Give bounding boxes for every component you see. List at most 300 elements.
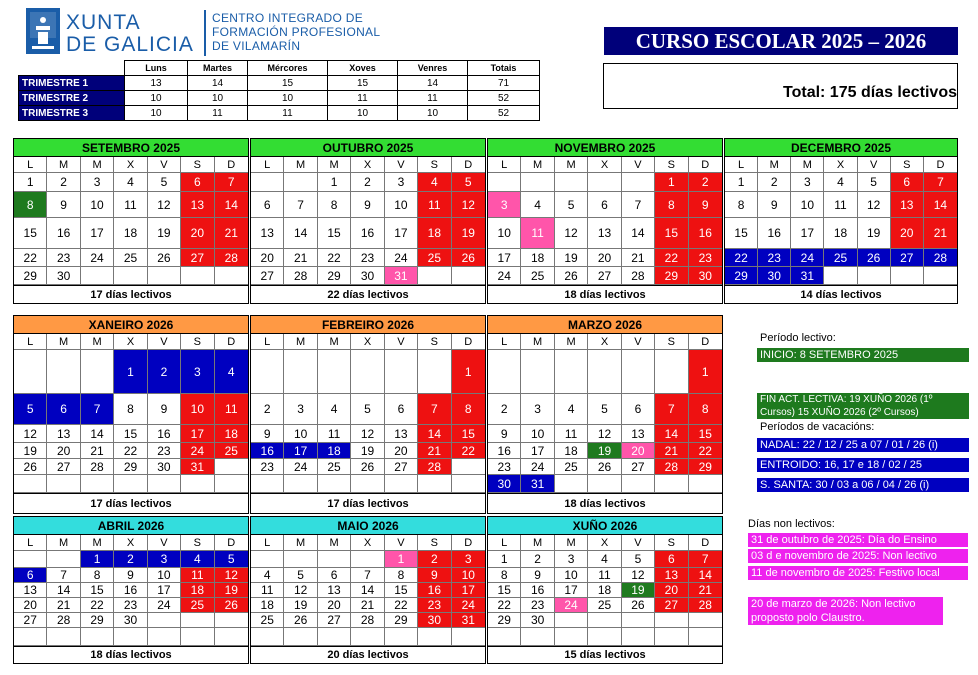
day-cell: 19: [555, 249, 588, 267]
weekday-header: D: [215, 535, 248, 551]
day-cell: 10: [81, 192, 114, 218]
day-cell: 17: [791, 218, 824, 249]
day-cell: [251, 173, 284, 192]
day-cell: [588, 613, 621, 628]
weekday-header: S: [181, 334, 214, 350]
day-cell: 18: [251, 598, 284, 613]
day-cell: [215, 475, 248, 493]
day-cell: [622, 350, 655, 394]
day-cell: 5: [858, 173, 891, 192]
day-cell: 22: [452, 443, 485, 459]
day-cell: 27: [655, 598, 688, 613]
day-cell: 17: [452, 583, 485, 598]
day-cell: 29: [114, 459, 147, 475]
day-cell: [521, 628, 554, 646]
day-cell: 8: [689, 394, 722, 425]
weekday-header: M: [47, 157, 80, 173]
weekday-header: D: [689, 535, 722, 551]
day-cell: 11: [555, 425, 588, 443]
day-cell: 4: [824, 173, 857, 192]
day-cell: 23: [758, 249, 791, 267]
weekday-header: S: [181, 535, 214, 551]
day-cell: 4: [114, 173, 147, 192]
weekday-header: S: [891, 157, 924, 173]
weekday-header: D: [215, 157, 248, 173]
month-lective-days: 20 días lectivos: [251, 646, 485, 663]
weekday-header: S: [655, 157, 688, 173]
day-cell: [555, 628, 588, 646]
day-cell: 5: [452, 173, 485, 192]
day-cell: 22: [385, 598, 418, 613]
weekday-header: D: [689, 157, 722, 173]
day-cell: 17: [284, 443, 317, 459]
day-cell: 5: [148, 173, 181, 192]
day-cell: 30: [148, 459, 181, 475]
day-cell: 16: [251, 443, 284, 459]
day-cell: 15: [488, 583, 521, 598]
day-cell: 31: [385, 267, 418, 285]
col-header: Mércores: [248, 61, 328, 76]
day-cell: [555, 173, 588, 192]
month-title: ABRIL 2026: [14, 517, 248, 535]
weekday-header: D: [452, 334, 485, 350]
day-cell: 8: [114, 394, 147, 425]
day-cell: 5: [14, 394, 47, 425]
day-cell: 23: [521, 598, 554, 613]
day-cell: 1: [689, 350, 722, 394]
day-cell: [385, 628, 418, 646]
day-cell: [689, 628, 722, 646]
day-cell: 12: [555, 218, 588, 249]
day-cell: 11: [251, 583, 284, 598]
day-cell: 27: [622, 459, 655, 475]
day-cell: 26: [148, 249, 181, 267]
day-cell: 10: [555, 568, 588, 583]
day-cell: [555, 350, 588, 394]
day-cell: 13: [251, 218, 284, 249]
center-line2: FORMACIÓN PROFESIONAL: [212, 25, 381, 39]
weekday-header: X: [351, 157, 384, 173]
day-cell: 8: [488, 568, 521, 583]
weekday-header: D: [452, 535, 485, 551]
day-cell: 13: [181, 192, 214, 218]
day-cell: [385, 475, 418, 493]
weekday-header: X: [588, 157, 621, 173]
day-cell: 18: [318, 443, 351, 459]
day-cell: 22: [318, 249, 351, 267]
day-cell: 16: [418, 583, 451, 598]
day-cell: 23: [351, 249, 384, 267]
day-cell: 17: [181, 425, 214, 443]
day-cell: [418, 267, 451, 285]
day-cell: 20: [588, 249, 621, 267]
nonlective-2: 03 d e novembro de 2025: Non lectivo: [748, 549, 968, 563]
weekday-header: M: [81, 157, 114, 173]
day-cell: 2: [148, 350, 181, 394]
day-cell: [14, 350, 47, 394]
weekday-header: M: [81, 535, 114, 551]
day-cell: 21: [689, 583, 722, 598]
day-cell: 8: [14, 192, 47, 218]
day-cell: 4: [418, 173, 451, 192]
day-cell: 26: [351, 459, 384, 475]
day-cell: 23: [488, 459, 521, 475]
day-cell: [181, 613, 214, 628]
day-cell: 6: [385, 394, 418, 425]
day-cell: 4: [251, 568, 284, 583]
day-cell: 24: [555, 598, 588, 613]
day-cell: [452, 459, 485, 475]
total-box: [603, 63, 958, 109]
day-cell: 8: [385, 568, 418, 583]
day-cell: [148, 613, 181, 628]
weekday-header: V: [148, 535, 181, 551]
day-cell: [351, 350, 384, 394]
day-cell: 6: [622, 394, 655, 425]
day-cell: [488, 173, 521, 192]
weekday-header: S: [418, 334, 451, 350]
day-cell: 16: [488, 443, 521, 459]
day-cell: [588, 628, 621, 646]
day-cell: 27: [588, 267, 621, 285]
day-cell: 19: [215, 583, 248, 598]
day-cell: 3: [452, 551, 485, 568]
day-cell: 31: [521, 475, 554, 493]
trimester-cell: 52: [468, 91, 540, 106]
day-cell: 28: [47, 613, 80, 628]
day-cell: [488, 350, 521, 394]
weekday-header: L: [488, 334, 521, 350]
month-title: OUTUBRO 2025: [251, 139, 485, 157]
weekday-header: V: [148, 334, 181, 350]
day-cell: 14: [418, 425, 451, 443]
day-cell: 13: [14, 583, 47, 598]
day-cell: [47, 551, 80, 568]
month-title: MARZO 2026: [488, 316, 722, 334]
day-cell: [14, 628, 47, 646]
day-cell: 9: [47, 192, 80, 218]
day-cell: 27: [14, 613, 47, 628]
day-cell: 5: [284, 568, 317, 583]
month-days-grid: [725, 157, 957, 285]
day-cell: 25: [418, 249, 451, 267]
day-cell: 20: [251, 249, 284, 267]
day-cell: [588, 173, 621, 192]
day-cell: 11: [824, 192, 857, 218]
day-cell: 31: [791, 267, 824, 285]
day-cell: 22: [689, 443, 722, 459]
day-cell: 22: [655, 249, 688, 267]
weekday-header: M: [318, 157, 351, 173]
logo-text: [66, 12, 194, 56]
weekday-header: X: [351, 535, 384, 551]
weekday-header: S: [655, 535, 688, 551]
day-cell: 23: [689, 249, 722, 267]
day-cell: [181, 267, 214, 285]
day-cell: 19: [14, 443, 47, 459]
day-cell: 3: [284, 394, 317, 425]
day-cell: 7: [689, 551, 722, 568]
weekday-header: X: [114, 334, 147, 350]
day-cell: 24: [81, 249, 114, 267]
day-cell: 18: [418, 218, 451, 249]
month-days-grid: [14, 157, 248, 285]
weekday-header: X: [351, 334, 384, 350]
day-cell: [452, 267, 485, 285]
day-cell: [318, 350, 351, 394]
trimester-cell: 11: [328, 91, 398, 106]
day-cell: [555, 475, 588, 493]
day-cell: [318, 475, 351, 493]
day-cell: 28: [689, 598, 722, 613]
day-cell: [215, 267, 248, 285]
day-cell: 26: [555, 267, 588, 285]
day-cell: [555, 613, 588, 628]
day-cell: 8: [725, 192, 758, 218]
month-lective-days: 22 días lectivos: [251, 285, 485, 303]
day-cell: 17: [385, 218, 418, 249]
trimester-cell: 10: [328, 106, 398, 121]
day-cell: 21: [351, 598, 384, 613]
day-cell: 6: [47, 394, 80, 425]
day-cell: 13: [47, 425, 80, 443]
month-calendar: [13, 315, 249, 514]
weekday-header: X: [114, 157, 147, 173]
day-cell: 7: [351, 568, 384, 583]
day-cell: 22: [114, 443, 147, 459]
day-cell: 28: [622, 267, 655, 285]
day-cell: 1: [318, 173, 351, 192]
day-cell: 4: [588, 551, 621, 568]
month-lective-days: 14 días lectivos: [725, 285, 957, 303]
month-calendar: [487, 516, 723, 664]
day-cell: 16: [148, 425, 181, 443]
day-cell: 25: [251, 613, 284, 628]
day-cell: 20: [622, 443, 655, 459]
day-cell: [622, 613, 655, 628]
day-cell: [655, 613, 688, 628]
day-cell: 16: [689, 218, 722, 249]
day-cell: 24: [385, 249, 418, 267]
day-cell: 10: [181, 394, 214, 425]
day-cell: 18: [588, 583, 621, 598]
day-cell: 15: [725, 218, 758, 249]
day-cell: 2: [351, 173, 384, 192]
trimester-cell: 14: [398, 76, 468, 91]
day-cell: [521, 173, 554, 192]
day-cell: 8: [81, 568, 114, 583]
day-cell: [81, 628, 114, 646]
day-cell: 16: [47, 218, 80, 249]
day-cell: 24: [452, 598, 485, 613]
day-cell: [114, 475, 147, 493]
day-cell: 11: [181, 568, 214, 583]
weekday-header: M: [284, 334, 317, 350]
day-cell: 22: [725, 249, 758, 267]
weekday-header: M: [555, 535, 588, 551]
trimester-cell: 10: [398, 106, 468, 121]
day-cell: 28: [351, 613, 384, 628]
day-cell: [689, 475, 722, 493]
day-cell: 15: [655, 218, 688, 249]
day-cell: 28: [215, 249, 248, 267]
day-cell: 3: [181, 350, 214, 394]
trimester-cell: 10: [125, 91, 188, 106]
day-cell: 22: [81, 598, 114, 613]
weekday-header: S: [418, 157, 451, 173]
month-title: XUÑO 2026: [488, 517, 722, 535]
weekday-header: X: [824, 157, 857, 173]
day-cell: 7: [284, 192, 317, 218]
day-cell: 12: [215, 568, 248, 583]
day-cell: 23: [47, 249, 80, 267]
day-cell: 21: [215, 218, 248, 249]
day-cell: 11: [215, 394, 248, 425]
day-cell: 29: [488, 613, 521, 628]
weekday-header: L: [14, 334, 47, 350]
day-cell: 18: [114, 218, 147, 249]
day-cell: [488, 628, 521, 646]
day-cell: 7: [418, 394, 451, 425]
month-days-grid: [14, 334, 248, 493]
col-header: Luns: [125, 61, 188, 76]
trimester-cell: 52: [468, 106, 540, 121]
day-cell: 20: [14, 598, 47, 613]
day-cell: 2: [47, 173, 80, 192]
day-cell: 30: [114, 613, 147, 628]
day-cell: 13: [622, 425, 655, 443]
month-lective-days: 18 días lectivos: [488, 493, 722, 513]
day-cell: 14: [351, 583, 384, 598]
day-cell: 29: [655, 267, 688, 285]
day-cell: 28: [655, 459, 688, 475]
day-cell: [858, 267, 891, 285]
day-cell: [47, 628, 80, 646]
day-cell: 13: [318, 583, 351, 598]
day-cell: 30: [758, 267, 791, 285]
day-cell: 16: [758, 218, 791, 249]
day-cell: 23: [114, 598, 147, 613]
weekday-header: S: [655, 334, 688, 350]
day-cell: 18: [215, 425, 248, 443]
month-days-grid: [251, 334, 485, 493]
day-cell: 2: [758, 173, 791, 192]
weekday-header: M: [47, 535, 80, 551]
day-cell: [824, 267, 857, 285]
weekday-header: V: [622, 334, 655, 350]
day-cell: 15: [14, 218, 47, 249]
day-cell: 30: [521, 613, 554, 628]
trimester-label: TRIMESTRE 1: [19, 76, 125, 91]
day-cell: 1: [81, 551, 114, 568]
day-cell: 18: [824, 218, 857, 249]
day-cell: 9: [148, 394, 181, 425]
day-cell: 30: [488, 475, 521, 493]
day-cell: 15: [81, 583, 114, 598]
day-cell: 5: [215, 551, 248, 568]
day-cell: 24: [148, 598, 181, 613]
day-cell: 8: [655, 192, 688, 218]
col-header: Martes: [188, 61, 248, 76]
day-cell: 27: [891, 249, 924, 267]
center-name: [212, 11, 380, 53]
day-cell: 9: [114, 568, 147, 583]
day-cell: [521, 350, 554, 394]
weekday-header: V: [385, 157, 418, 173]
day-cell: 24: [521, 459, 554, 475]
day-cell: [215, 459, 248, 475]
day-cell: 27: [385, 459, 418, 475]
day-cell: 7: [655, 394, 688, 425]
day-cell: 9: [351, 192, 384, 218]
fin-box: FIN ACT. LECTIVA: 19 XUÑO 2026 (1º Cursos) 15 XUÑO 2026 (2º Cursos): [757, 393, 969, 419]
month-title: FEBREIRO 2026: [251, 316, 485, 334]
weekday-header: V: [858, 157, 891, 173]
trimester-cell: 71: [468, 76, 540, 91]
day-cell: 12: [622, 568, 655, 583]
day-cell: 6: [14, 568, 47, 583]
day-cell: 19: [588, 443, 621, 459]
weekday-header: X: [588, 334, 621, 350]
day-cell: 10: [284, 425, 317, 443]
day-cell: 7: [47, 568, 80, 583]
day-cell: 6: [318, 568, 351, 583]
day-cell: 8: [452, 394, 485, 425]
day-cell: [81, 350, 114, 394]
day-cell: 14: [81, 425, 114, 443]
day-cell: 13: [655, 568, 688, 583]
day-cell: [318, 628, 351, 646]
day-cell: [622, 628, 655, 646]
day-cell: [891, 267, 924, 285]
trimester-cell: 13: [125, 76, 188, 91]
day-cell: 10: [488, 218, 521, 249]
day-cell: 5: [351, 394, 384, 425]
weekday-header: L: [14, 535, 47, 551]
periodo-label: Período lectivo:: [760, 332, 836, 344]
day-cell: 21: [81, 443, 114, 459]
day-cell: 30: [351, 267, 384, 285]
day-cell: 25: [555, 459, 588, 475]
day-cell: 2: [689, 173, 722, 192]
day-cell: [588, 350, 621, 394]
month-calendar: [13, 516, 249, 664]
weekday-header: M: [284, 157, 317, 173]
day-cell: [418, 628, 451, 646]
non-lectivos-label: Días non lectivos:: [748, 518, 835, 530]
day-cell: [251, 628, 284, 646]
trimester-cell: 11: [398, 91, 468, 106]
day-cell: [14, 475, 47, 493]
month-calendar: [250, 315, 486, 514]
day-cell: 14: [924, 192, 957, 218]
day-cell: [181, 475, 214, 493]
day-cell: 13: [891, 192, 924, 218]
day-cell: 21: [284, 249, 317, 267]
weekday-header: M: [81, 334, 114, 350]
day-cell: [284, 173, 317, 192]
day-cell: 13: [588, 218, 621, 249]
xunta-logo: [26, 8, 406, 58]
month-calendar: [487, 315, 723, 514]
day-cell: 28: [81, 459, 114, 475]
day-cell: 25: [824, 249, 857, 267]
day-cell: [418, 475, 451, 493]
day-cell: 13: [385, 425, 418, 443]
day-cell: [181, 628, 214, 646]
weekday-header: M: [318, 535, 351, 551]
trimester-cell: 14: [188, 76, 248, 91]
